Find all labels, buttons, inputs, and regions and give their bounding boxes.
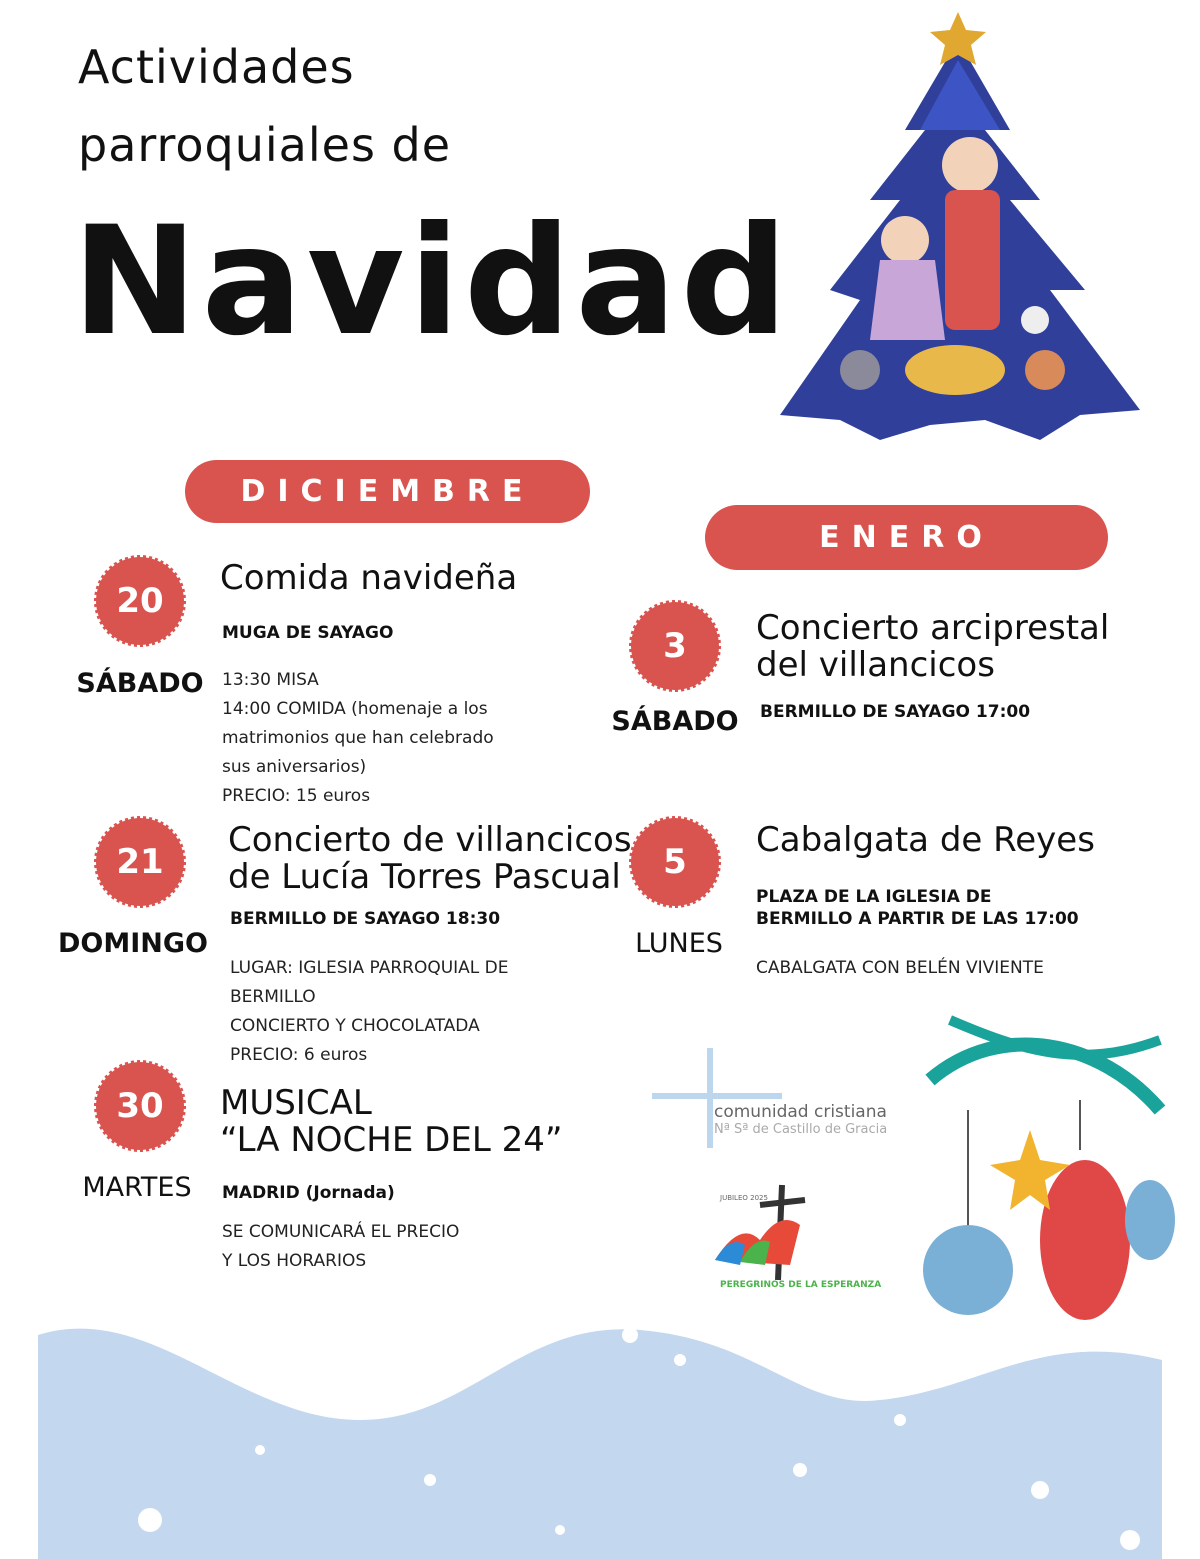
title-navidad: Navidad [72,195,792,369]
event-place: MADRID (Jornada) [222,1183,395,1203]
date-number: 3 [663,626,687,666]
title-line-1: Actividades [78,40,355,94]
date-badge [629,600,721,692]
date-number: 5 [663,842,687,882]
event-details: CABALGATA CON BELÉN VIVIENTE [756,958,1044,978]
date-number: 30 [116,1086,164,1126]
event-place: MUGA DE SAYAGO [222,623,394,643]
event-details: SE COMUNICARÁ EL PRECIO Y LOS HORARIOS [222,1222,460,1271]
event-title: Cabalgata de Reyes [756,820,1095,860]
date-badge [629,816,721,908]
event-title: Concierto arciprestal del villancicos [756,608,1110,685]
snow-wave [38,1329,1162,1559]
title-line-2: parroquiales de [78,118,452,172]
event-title: Comida navideña [220,558,518,598]
ornaments-illustration [923,1020,1175,1320]
date-number: 21 [116,842,164,882]
event-details: 13:30 MISA 14:00 COMIDA (homenaje a los matrimonios que han celebrado sus aniversarios) PRECIO: 15 euros [222,670,494,806]
event-place: PLAZA DE LA IGLESIA DE BERMILLO A PARTIR DE LAS 17:00 [756,887,1079,929]
event-place: BERMILLO DE SAYAGO 18:30 [230,909,501,929]
event-title: Concierto de villancicos de Lucía Torres Pascual [228,820,632,897]
weekday: LUNES [635,928,723,959]
january-header: ENERO [705,505,1108,570]
december-header: DICIEMBRE [185,460,590,523]
date-badge [94,1060,186,1152]
date-badge [94,555,186,647]
date-badge [94,816,186,908]
event-place: BERMILLO DE SAYAGO 17:00 [760,702,1031,722]
weekday: SÁBADO [611,706,739,737]
date-number: 20 [116,581,164,621]
nativity-tree-illustration [780,12,1140,440]
weekday: MARTES [82,1172,192,1203]
event-details: LUGAR: IGLESIA PARROQUIAL DE BERMILLO CONCIERTO Y CHOCOLATADA PRECIO: 6 euros [230,958,509,1065]
event-title: MUSICAL “LA NOCHE DEL 24” [220,1083,563,1160]
community-logo: comunidad cristiana Nª Sª de Castillo de Gracia [652,1048,892,1148]
jubilee-logo: PEREGRINOS DE LA ESPERANZA JUBILEO 2025 [700,1180,840,1310]
weekday: DOMINGO [58,928,208,959]
weekday: SÁBADO [76,668,204,699]
